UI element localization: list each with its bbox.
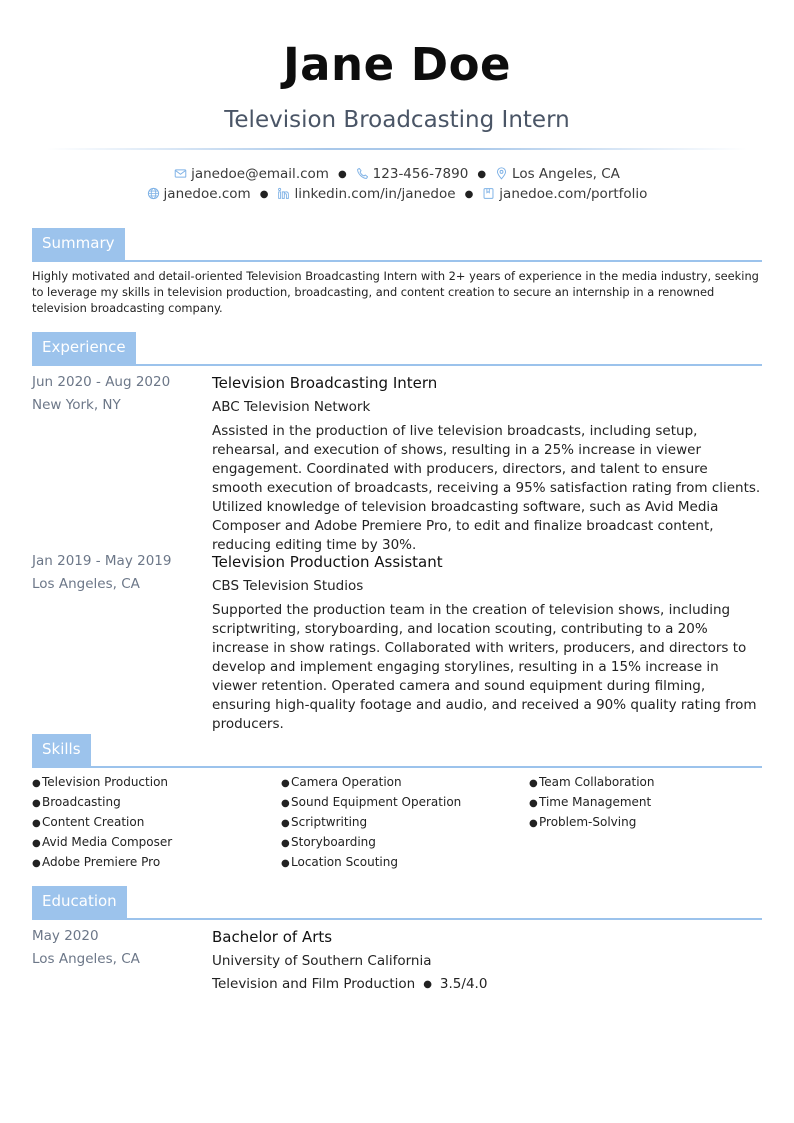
experience-dates: Jan 2019 - May 2019 xyxy=(32,553,172,569)
experience-location: New York, NY xyxy=(32,397,121,413)
skill-item: ●Storyboarding xyxy=(281,835,376,849)
skill-item: ●Avid Media Composer xyxy=(32,835,173,849)
skill-item: ●Location Scouting xyxy=(281,855,398,869)
skills-column-3 xyxy=(529,773,655,833)
website-text: janedoe.com xyxy=(163,186,251,202)
candidate-title: Television Broadcasting Intern xyxy=(224,107,570,133)
education-school: University of Southern California xyxy=(212,953,432,969)
skill-item: ●Television Production xyxy=(32,775,169,789)
bookmark-icon xyxy=(482,187,495,200)
education-details xyxy=(212,976,487,992)
linkedin-icon xyxy=(277,187,290,200)
summary-text: Highly motivated and detail-oriented Television Broadcasting Intern with 2+ years of experience in the media industry, seeking to leverage my skills in television production, broadcasting, and content creation to secure an internship in a renowned television broadcasting company. xyxy=(32,269,759,315)
contact-linkedin[interactable] xyxy=(277,186,455,202)
separator-dot: ● xyxy=(337,169,347,180)
experience-entry xyxy=(32,374,762,553)
skill-item: ●Sound Equipment Operation xyxy=(281,795,462,809)
experience-dates: Jun 2020 - Aug 2020 xyxy=(32,374,171,390)
contact-location xyxy=(495,166,620,182)
contact-portfolio[interactable] xyxy=(482,186,647,202)
portfolio-text: janedoe.com/portfolio xyxy=(499,186,648,202)
education-degree: Bachelor of Arts xyxy=(212,928,333,946)
skill-item: ●Time Management xyxy=(529,795,652,809)
linkedin-text: linkedin.com/in/janedoe xyxy=(294,186,456,202)
skills-column-2 xyxy=(281,773,461,873)
education-heading: Education xyxy=(32,886,127,918)
education-date: May 2020 xyxy=(32,928,99,944)
experience-location: Los Angeles, CA xyxy=(32,576,140,592)
email-text: janedoe@email.com xyxy=(191,166,329,182)
experience-description: Supported the production team in the creation of television shows, including scriptwriting, storyboarding, and location scouting, contributing to a 20% increase in show ratings. Collaborated with writers, producers, and directors to develop and implement engaging storylines, resulting in a 15% increase in viewer retention. Operated camera and sound equipment during filming, ensuring high-quality footage and audio, and received a 90% quality rating from producers. xyxy=(212,602,757,732)
separator-dot: ● xyxy=(464,189,474,200)
header-divider xyxy=(47,148,747,150)
globe-icon xyxy=(147,187,160,200)
skill-item: ●Content Creation xyxy=(32,815,145,829)
skills-column-1 xyxy=(32,773,172,873)
location-pin-icon xyxy=(495,167,508,180)
location-text: Los Angeles, CA xyxy=(512,166,620,182)
skills-heading: Skills xyxy=(32,734,91,766)
experience-role: Television Production Assistant xyxy=(212,553,443,571)
education-section-header xyxy=(32,886,762,920)
experience-heading: Experience xyxy=(32,332,136,364)
skill-item: ●Adobe Premiere Pro xyxy=(32,855,161,869)
skill-item: ●Broadcasting xyxy=(32,795,121,809)
contact-row-1 xyxy=(32,166,762,182)
experience-entry xyxy=(32,553,762,732)
skill-item: ●Team Collaboration xyxy=(529,775,655,789)
contact-phone[interactable] xyxy=(356,166,469,182)
phone-text: 123-456-7890 xyxy=(372,166,469,182)
education-field: Television and Film Production xyxy=(212,976,416,992)
experience-role: Television Broadcasting Intern xyxy=(212,374,438,392)
summary-heading: Summary xyxy=(32,228,125,260)
education-gpa: 3.5/4.0 xyxy=(439,976,488,992)
skill-item: ●Scriptwriting xyxy=(281,815,368,829)
experience-company: ABC Television Network xyxy=(212,399,371,415)
contact-email[interactable] xyxy=(174,166,329,182)
separator-dot: ● xyxy=(477,169,487,180)
separator-dot: ● xyxy=(423,979,432,990)
separator-dot: ● xyxy=(259,189,269,200)
summary-section-header xyxy=(32,228,762,262)
skill-item: ●Camera Operation xyxy=(281,775,402,789)
education-location: Los Angeles, CA xyxy=(32,951,140,967)
phone-icon xyxy=(356,167,369,180)
experience-section-header xyxy=(32,332,762,366)
mail-icon xyxy=(174,167,187,180)
skills-section-header xyxy=(32,734,762,768)
candidate-name: Jane Doe xyxy=(282,38,512,91)
education-entry xyxy=(32,928,762,998)
skill-item: ●Problem-Solving xyxy=(529,815,637,829)
contact-row-2 xyxy=(32,186,762,202)
experience-company: CBS Television Studios xyxy=(212,578,364,594)
contact-website[interactable] xyxy=(147,186,251,202)
experience-description: Assisted in the production of live television broadcasts, including setup, rehearsal, and execution of shows, resulting in a 25% increase in viewer engagement. Coordinated with producers, directors, and talent to ensure smooth execution of broadcasts, receiving a 95% satisfaction rating from clients. Utilized knowledge of television broadcasting software, such as Avid Media Composer and Adobe Premiere Pro, to edit and finalize broadcast content, reducing editing time by 30%. xyxy=(212,423,761,553)
